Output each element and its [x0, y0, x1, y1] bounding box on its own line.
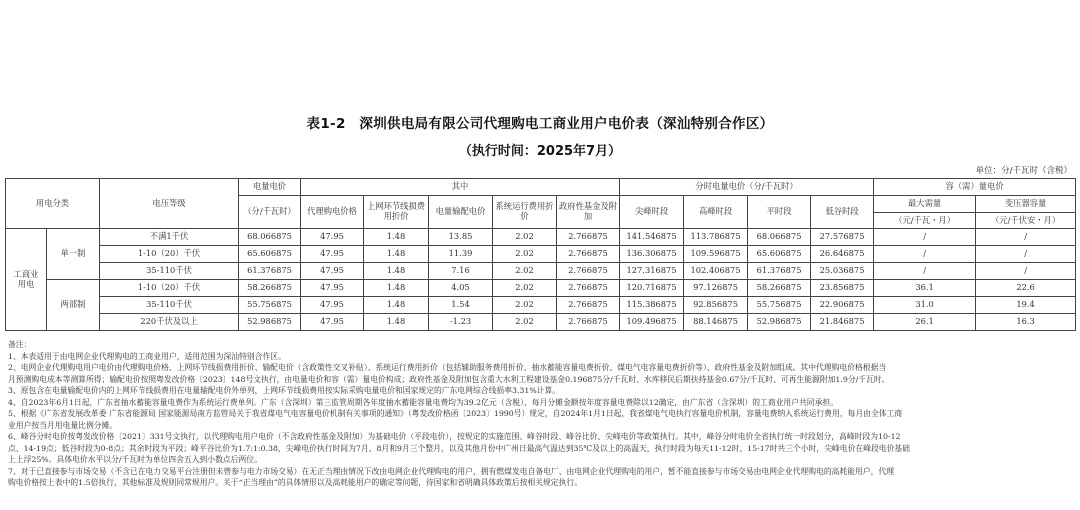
note-line: 6、峰谷分时电价按粤发改价格〔2021〕331号文执行，以代理购电用户电价（不含政府性基金及附加）为基础电价（平段电价），按规定的实施范围、峰谷时段、峰谷比价、尖峰电价等政策执行。其中，峰谷分时电价全省执行统一时段划分，高峰时段为10-12 [8, 432, 901, 441]
category-cell: 工商业用电 [6, 229, 47, 331]
energy-price-cell: 61.376875 [239, 263, 301, 280]
header-tou-group: 分时电量电价（分/千瓦时） [620, 179, 874, 196]
max-demand-cell: / [874, 229, 976, 246]
transformer-capacity-cell: 22.6 [976, 280, 1076, 297]
agent-purchase-cell: 47.95 [301, 314, 364, 331]
agent-purchase-cell: 47.95 [301, 280, 364, 297]
header-of-which: 其中 [301, 179, 620, 196]
energy-price-cell: 68.066875 [239, 229, 301, 246]
header-max-demand: 最大需量 [874, 196, 976, 213]
sharp-peak-cell: 120.716875 [620, 280, 684, 297]
system-operation-cell: 2.02 [493, 246, 557, 263]
peak-cell: 113.786875 [684, 229, 748, 246]
note-line: 4、自2023年6月1日起，广东省抽水蓄能容量电费作为系统运行费单列。广东（含深圳）第三监管周期各年度抽水蓄能容量电费均为39.2亿元（含税），每月分摊金额按年度容量电费除以12确定，由广东省（含深圳）的工商业用户共同承担。 [8, 397, 838, 407]
note-line: 业用户按当月用电量比例分摊。 [8, 420, 118, 430]
energy-price-cell: 65.606875 [239, 246, 301, 263]
flat-cell: 55.756875 [748, 297, 811, 314]
notes-section [8, 339, 1074, 489]
transformer-capacity-cell: / [976, 263, 1076, 280]
voltage-cell: 1-10（20）千伏 [100, 280, 239, 297]
header-transmission: 电量输配电价 [429, 196, 493, 229]
table-row [6, 246, 1076, 263]
sharp-peak-cell: 109.496875 [620, 314, 684, 331]
gov-fund-cell: 2.766875 [557, 229, 620, 246]
peak-cell: 109.596875 [684, 246, 748, 263]
table-row [6, 297, 1076, 314]
max-demand-cell: 26.1 [874, 314, 976, 331]
gov-fund-cell: 2.766875 [557, 246, 620, 263]
table-row [6, 314, 1076, 331]
table-row [6, 280, 1076, 297]
gov-fund-cell: 2.766875 [557, 297, 620, 314]
header-voltage: 电压等级 [100, 179, 239, 229]
transmission-cell: 1.54 [429, 297, 493, 314]
flat-cell: 58.266875 [748, 280, 811, 297]
table-row [6, 263, 1076, 280]
sharp-peak-cell: 136.306875 [620, 246, 684, 263]
flat-cell: 65.606875 [748, 246, 811, 263]
system-operation-cell: 2.02 [493, 280, 557, 297]
grid-loss-cell: 1.48 [364, 314, 429, 331]
transformer-capacity-cell: / [976, 246, 1076, 263]
header-max-demand-unit: （元/千瓦・月） [874, 213, 976, 229]
header-capacity-group: 容（需）量电价 [874, 179, 1076, 196]
sharp-peak-cell: 141.546875 [620, 229, 684, 246]
page-title: 表1-2 深圳供电局有限公司代理购电工商业用户电价表（深汕特别合作区） [306, 116, 774, 132]
voltage-cell: 不满1千伏 [100, 229, 239, 246]
transmission-cell: 4.05 [429, 280, 493, 297]
header-transformer-capacity: 变压器容量 [976, 196, 1076, 213]
energy-price-cell: 52.986875 [239, 314, 301, 331]
grid-loss-cell: 1.48 [364, 280, 429, 297]
transformer-capacity-cell: 19.4 [976, 297, 1076, 314]
header-peak: 高峰时段 [684, 196, 748, 229]
system-operation-cell: 2.02 [493, 314, 557, 331]
grid-loss-cell: 1.48 [364, 229, 429, 246]
header-flat: 平时段 [748, 196, 811, 229]
flat-cell: 61.376875 [748, 263, 811, 280]
energy-price-cell: 55.756875 [239, 297, 301, 314]
header-valley: 低谷时段 [811, 196, 874, 229]
agent-purchase-cell: 47.95 [301, 263, 364, 280]
valley-cell: 23.856875 [811, 280, 874, 297]
unit-label: 单位：分/千瓦时（含税） [975, 166, 1072, 176]
agent-purchase-cell: 47.95 [301, 229, 364, 246]
header-gov-fund: 政府性基金及附加 [557, 196, 620, 229]
transmission-cell: -1.23 [429, 314, 493, 331]
note-line: 购电价格按上表中的1.5倍执行，其他标准及规则同常规用户。关于“正当理由”的具体情形以及高耗能用户的确定等问题，待国家和省明确具体政策后按相关规定执行。 [8, 478, 582, 487]
table-row [6, 229, 1076, 246]
note-line: 5、根据《广东省发展改革委 广东省能源局 国家能源局南方监管局关于我省煤电气电容量电价机制有关事项的通知》（粤发改价格函〔2023〕1990号）规定，自2024年1月1日起，我省煤电气电执行容量电价机制，容量电费纳入系统运行费用，每月由全体工商 [8, 409, 903, 418]
valley-cell: 21.846875 [811, 314, 874, 331]
header-row-1 [6, 179, 1076, 196]
peak-cell: 88.146875 [684, 314, 748, 331]
header-sharp-peak: 尖峰时段 [620, 196, 684, 229]
max-demand-cell: / [874, 263, 976, 280]
effective-date: （执行时间：2025年7月） [458, 144, 622, 159]
voltage-cell: 220千伏及以上 [100, 314, 239, 331]
note-line: 点、14-19点；低谷时段为0-8点；其余时段为平段；峰平谷比价为1.7:1:0.38，尖峰电价执行时间为7月、8月和9月三个整月，以及其他月份中广州日最高气温达到35℃及以上的高温天，执行时段为每天11-12时、15-17时共三个小时，尖峰电价在峰段电价基础 [8, 443, 910, 453]
voltage-cell: 35-110千伏 [100, 263, 239, 280]
energy-price-cell: 58.266875 [239, 280, 301, 297]
header-transformer-capacity-unit: （元/千伏安・月） [976, 213, 1076, 229]
header-system-operation: 系统运行费用折价 [493, 196, 557, 229]
header-energy-price: 电量电价 [239, 179, 301, 196]
price-table [5, 178, 1076, 331]
voltage-cell: 1-10（20）千伏 [100, 246, 239, 263]
peak-cell: 97.126875 [684, 280, 748, 297]
note-line: 2、电网企业代理购电用户电价由代理购电价格、上网环节线损费用折价、输配电价（含政策性交叉补贴）、系统运行费用折价（包括辅助服务费用折价、抽水蓄能容量电费折价、煤电气电容量电费折价等）、政府性基金及附加组成。其中代理购电价格根据当 [8, 363, 887, 372]
max-demand-cell: 31.0 [874, 297, 976, 314]
note-line: 月预测购电成本等测算所得；输配电价按照粤发改价格〔2023〕148号文执行，由电量电价和容（需）量电价构成；政府性基金及附加包含重大水利工程建设基金0.196875分/千瓦时、水库移民后期扶持基金0.67分/千瓦时、可再生能源附加1.9分/千瓦时。 [8, 374, 890, 384]
valley-cell: 25.036875 [811, 263, 874, 280]
peak-cell: 92.856875 [684, 297, 748, 314]
voltage-cell: 35-110千伏 [100, 297, 239, 314]
grid-loss-cell: 1.48 [364, 246, 429, 263]
transmission-cell: 11.39 [429, 246, 493, 263]
header-category: 用电分类 [6, 179, 100, 229]
group-label-single: 单一制 [47, 229, 100, 280]
transformer-capacity-cell: / [976, 229, 1076, 246]
note-line: 上上浮25%。具体电价水平以分/千瓦时为单位四舍五入到小数点后两位。 [8, 455, 262, 464]
transformer-capacity-cell: 16.3 [976, 314, 1076, 331]
grid-loss-cell: 1.48 [364, 297, 429, 314]
sharp-peak-cell: 127.316875 [620, 263, 684, 280]
gov-fund-cell: 2.766875 [557, 280, 620, 297]
header-agent-purchase: 代理购电价格 [301, 196, 364, 229]
agent-purchase-cell: 47.95 [301, 246, 364, 263]
valley-cell: 27.576875 [811, 229, 874, 246]
notes-heading: 备注： [8, 340, 32, 349]
system-operation-cell: 2.02 [493, 297, 557, 314]
header-grid-loss: 上网环节线损费用折价 [364, 196, 429, 229]
flat-cell: 52.986875 [748, 314, 811, 331]
agent-purchase-cell: 47.95 [301, 297, 364, 314]
valley-cell: 26.646875 [811, 246, 874, 263]
transmission-cell: 13.85 [429, 229, 493, 246]
gov-fund-cell: 2.766875 [557, 263, 620, 280]
system-operation-cell: 2.02 [493, 263, 557, 280]
note-line: 1、本表适用于由电网企业代理购电的工商业用户，适用范围为深汕特别合作区。 [8, 351, 286, 361]
note-line: 7、对于已直接参与市场交易（不含已在电力交易平台注册但未曾参与电力市场交易）在无正当理由情况下改由电网企业代理购电的用户，拥有燃煤发电自备电厂、由电网企业代理购电的用户，暂不能直接参与市场交易由电网企业代理购电的高耗能用户，代理 [8, 466, 894, 476]
header-energy-price-unit: （分/千瓦时） [239, 196, 301, 229]
transmission-cell: 7.16 [429, 263, 493, 280]
group-label-two-part: 两部制 [47, 280, 100, 331]
grid-loss-cell: 1.48 [364, 263, 429, 280]
valley-cell: 22.906875 [811, 297, 874, 314]
flat-cell: 68.066875 [748, 229, 811, 246]
system-operation-cell: 2.02 [493, 229, 557, 246]
sharp-peak-cell: 115.386875 [620, 297, 684, 314]
peak-cell: 102.406875 [684, 263, 748, 280]
max-demand-cell: 36.1 [874, 280, 976, 297]
note-line: 3、原包含在电量输配电价内的上网环节线损费用在电量输配电价外单列，上网环节线损费用按实际采购电量电价和国家规定的广东电网综合线损率3.31%计算。 [8, 386, 561, 395]
gov-fund-cell: 2.766875 [557, 314, 620, 331]
max-demand-cell: / [874, 246, 976, 263]
